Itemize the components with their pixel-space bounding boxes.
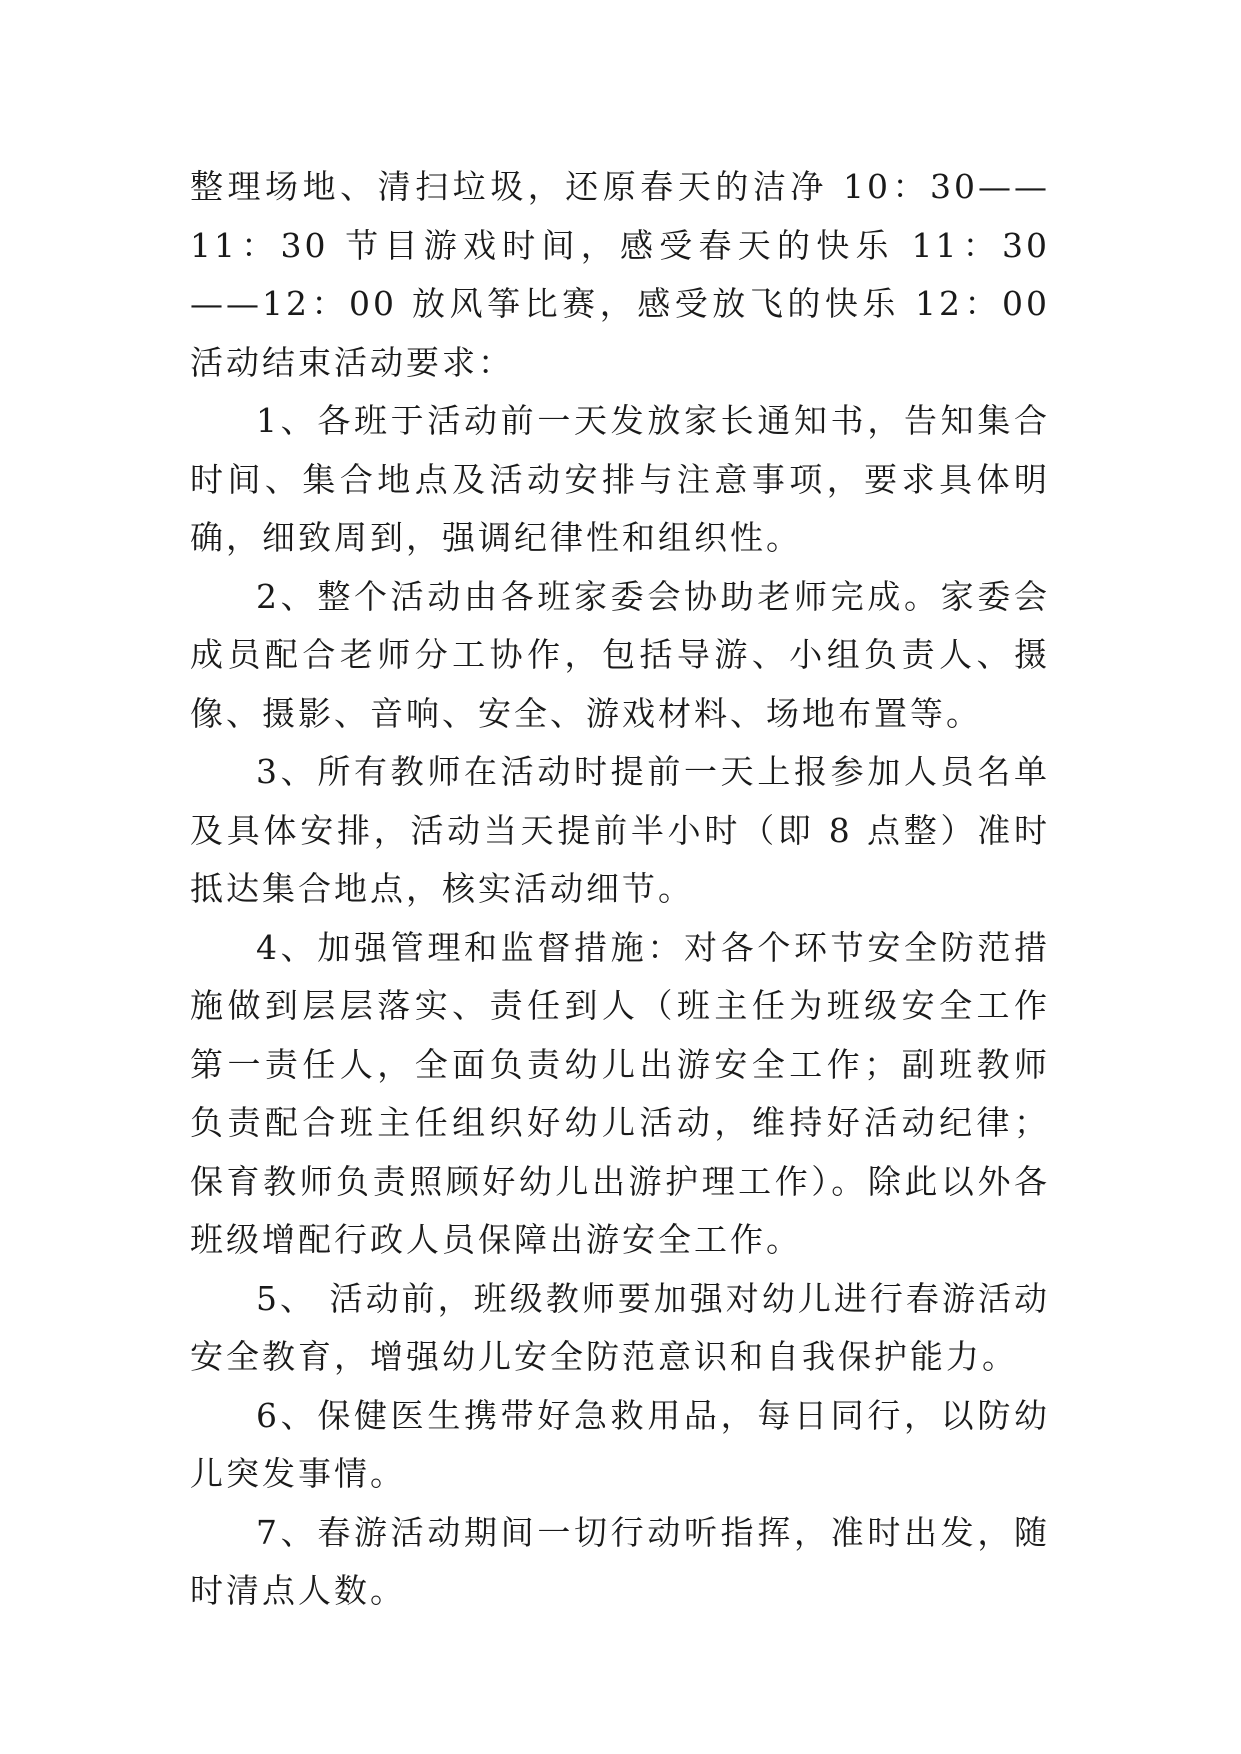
paragraph-requirement-6: 6、保健医生携带好急救用品，每日同行，以防幼儿突发事情。 — [190, 1395, 1050, 1493]
paragraph-requirement-3: 3、所有教师在活动时提前一天上报参加人员名单及具体安排，活动当天提前半小时（即 8 点整）准时抵达集合地点，核实活动细节。 — [190, 752, 1050, 908]
paragraph-schedule: 整理场地、清扫垃圾，还原春天的洁净 10：30——11：30 节目游戏时间，感受春天的快乐 11：30——12：00 放风筝比赛，感受放飞的快乐 12：00 活动结束活动要求： — [190, 167, 1050, 382]
paragraph-requirement-5: 5、 活动前，班级教师要加强对幼儿进行春游活动安全教育，增强幼儿安全防范意识和自我保护能力。 — [190, 1278, 1050, 1376]
paragraph-requirement-2: 2、整个活动由各班家委会协助老师完成。家委会成员配合老师分工协作，包括导游、小组负责人、摄像、摄影、音响、安全、游戏材料、场地布置等。 — [190, 576, 1050, 733]
paragraph-requirement-7: 7、春游活动期间一切行动听指挥，准时出发，随时清点人数。 — [190, 1512, 1050, 1610]
paragraph-requirement-4: 4、加强管理和监督措施：对各个环节安全防范措施做到层层落实、责任到人（班主任为班级安全工作第一责任人，全面负责幼儿出游安全工作；副班教师负责配合班主任组织好幼儿活动，维持好活动纪律；保育教师负责照顾好幼儿出游护理工作）。除此以外各班级增配行政人员保障出游安全工作。 — [190, 927, 1050, 1259]
paragraph-requirement-1: 1、各班于活动前一天发放家长通知书，告知集合时间、集合地点及活动安排与注意事项，要求具体明确，细致周到，强调纪律性和组织性。 — [190, 401, 1050, 557]
document-body — [190, 158, 1050, 1621]
